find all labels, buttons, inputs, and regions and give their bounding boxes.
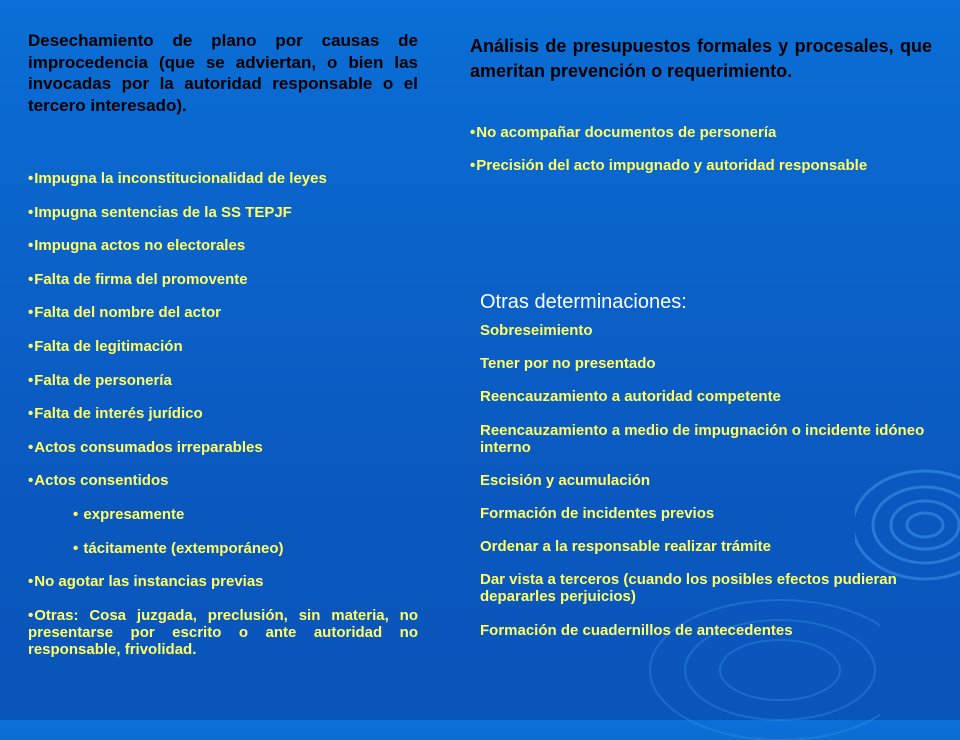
list-item: Dar vista a terceros (cuando los posibles efectos pudieran depararles perjuicios) (480, 571, 897, 606)
list-item: •Actos consentidos (28, 472, 169, 490)
left-list (28, 170, 418, 658)
section-title: Otras determinaciones: (480, 291, 687, 313)
list-item: Escisión y acumulación (480, 471, 651, 489)
list-item: Formación de cuadernillos de antecedentes (480, 621, 793, 639)
right-bottom-column (480, 290, 930, 655)
list-item: •Otras: Cosa juzgada, preclusión, sin materia, no presentarse por escrito o ante autoridad no responsable, frivolidad. (28, 606, 418, 658)
list-item: •Impugna sentencias de la SS TEPJF (28, 203, 292, 221)
list-item: •Falta del nombre del actor (28, 304, 221, 322)
list-item: •Actos consumados irreparables (28, 438, 263, 456)
list-item: •Impugna actos no electorales (28, 237, 246, 255)
list-item: Ordenar a la responsable realizar trámite (480, 538, 771, 556)
right-heading: Análisis de presupuestos formales y procesales, que ameritan prevención o requerimiento. (470, 36, 932, 81)
list-item: •No acompañar documentos de personería (470, 124, 777, 141)
sub-list-item: • tácitamente (extemporáneo) (73, 539, 284, 557)
list-item: •Precisión del acto impugnado y autoridad responsable (470, 157, 868, 174)
list-item: •Falta de legitimación (28, 337, 183, 355)
list-item: •Falta de firma del promovente (28, 270, 248, 288)
left-column (28, 30, 418, 658)
list-item: •Impugna la inconstitucionalidad de leyes (28, 170, 327, 187)
list-item: Reencauzamiento a medio de impugnación o incidente idóneo interno (480, 421, 925, 456)
list-item: •No agotar las instancias previas (28, 573, 264, 591)
list-item: •Falta de personería (28, 371, 172, 389)
list-item: Tener por no presentado (480, 355, 656, 373)
list-item: Reencauzamiento a autoridad competente (480, 388, 781, 406)
list-item: •Falta de interés jurídico (28, 405, 203, 423)
right-top-column (470, 34, 932, 190)
other-determinations-list (480, 322, 930, 639)
sub-list-item: • expresamente (73, 505, 185, 523)
list-item: Formación de incidentes previos (480, 504, 715, 522)
list-item: Sobreseimiento (480, 322, 593, 339)
left-heading: Desechamiento de plano por causas de improcedencia (que se adviertan, o bien las invocadas por la autoridad responsable o el tercero interesado). (28, 31, 418, 115)
right-top-list (470, 124, 932, 174)
